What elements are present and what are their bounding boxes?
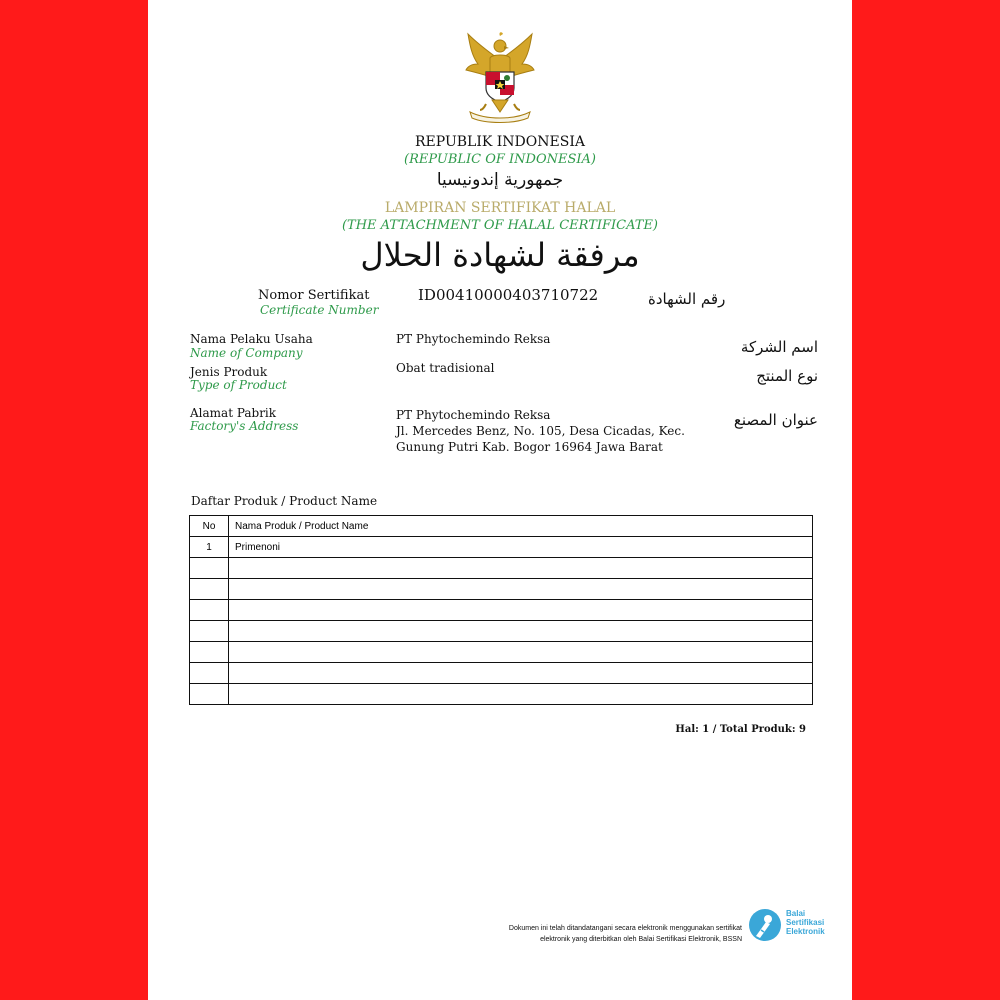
factory-address-line3: Gunung Putri Kab. Bogor 16964 Jawa Barat <box>396 440 663 454</box>
table-row <box>190 642 813 663</box>
product-type-label-ar: نوع المنتج <box>756 367 818 385</box>
signature-note <box>402 923 742 945</box>
row-product-name <box>229 600 813 621</box>
factory-label-ar: عنوان المصنع <box>733 411 818 429</box>
signature-note-line2: elektronik yang diterbitkan oleh Balai Sertifikasi Elektronik, BSSN <box>540 936 742 943</box>
attachment-title-ar: مرفقة لشهادة الحلال <box>360 236 640 274</box>
product-type-value: Obat tradisional <box>396 361 495 375</box>
table-row <box>190 600 813 621</box>
certificate-number: ID00410000403710722 <box>418 286 599 304</box>
factory-label-en: Factory's Address <box>190 419 299 433</box>
factory-address-line1: PT Phytochemindo Reksa <box>396 408 551 422</box>
country-title-en: (REPUBLIC OF INDONESIA) <box>404 152 596 167</box>
row-no: 1 <box>190 537 229 558</box>
row-product-name <box>229 558 813 579</box>
row-product-name <box>229 684 813 705</box>
company-label: Nama Pelaku Usaha <box>190 332 313 346</box>
row-no <box>190 600 229 621</box>
certificate-page <box>148 0 852 1000</box>
table-row <box>190 663 813 684</box>
column-header-no: No <box>190 516 229 537</box>
product-table <box>189 515 813 705</box>
attachment-title: LAMPIRAN SERTIFIKAT HALAL <box>384 200 616 216</box>
table-row <box>190 558 813 579</box>
row-no <box>190 642 229 663</box>
certificate-number-label-ar: رقم الشهادة <box>648 290 726 308</box>
company-label-ar: اسم الشركة <box>740 338 818 356</box>
row-no <box>190 558 229 579</box>
bsre-logo-text: Balai Sertifikasi Elektronik <box>786 909 825 936</box>
table-row <box>190 537 813 558</box>
row-no <box>190 663 229 684</box>
product-list-title: Daftar Produk / Product Name <box>191 494 378 508</box>
row-product-name <box>229 642 813 663</box>
table-row <box>190 684 813 705</box>
garuda-emblem-icon <box>456 30 544 124</box>
country-title-ar: جمهورية إندونيسيا <box>436 170 564 190</box>
country-title: REPUBLIK INDONESIA <box>415 134 585 150</box>
signature-note-line1: Dokumen ini telah ditandatangani secara elektronik menggunakan sertifikat <box>508 925 742 932</box>
column-header-name: Nama Produk / Product Name <box>229 516 813 537</box>
row-no <box>190 621 229 642</box>
certificate-number-label: Nomor Sertifikat <box>258 288 370 303</box>
product-type-label: Jenis Produk <box>190 365 268 379</box>
product-type-label-en: Type of Product <box>190 378 287 392</box>
factory-address-line2: Jl. Mercedes Benz, No. 105, Desa Cicadas, Kec. <box>396 424 685 438</box>
company-value: PT Phytochemindo Reksa <box>396 332 551 346</box>
table-row <box>190 579 813 600</box>
row-product-name <box>229 621 813 642</box>
attachment-title-en: (THE ATTACHMENT OF HALAL CERTIFICATE) <box>341 218 659 233</box>
row-product-name <box>229 579 813 600</box>
row-product-name <box>229 663 813 684</box>
certificate-number-label-en: Certificate Number <box>260 303 379 317</box>
factory-label: Alamat Pabrik <box>190 406 277 420</box>
bsre-logo-icon <box>748 908 782 942</box>
row-product-name: Primenoni <box>229 537 813 558</box>
bsre-logo <box>748 908 844 944</box>
row-no <box>190 684 229 705</box>
company-label-en: Name of Company <box>190 346 303 360</box>
table-header-row <box>190 516 813 537</box>
page-total-count: Hal: 1 / Total Produk: 9 <box>675 724 806 735</box>
row-no <box>190 579 229 600</box>
table-row <box>190 621 813 642</box>
